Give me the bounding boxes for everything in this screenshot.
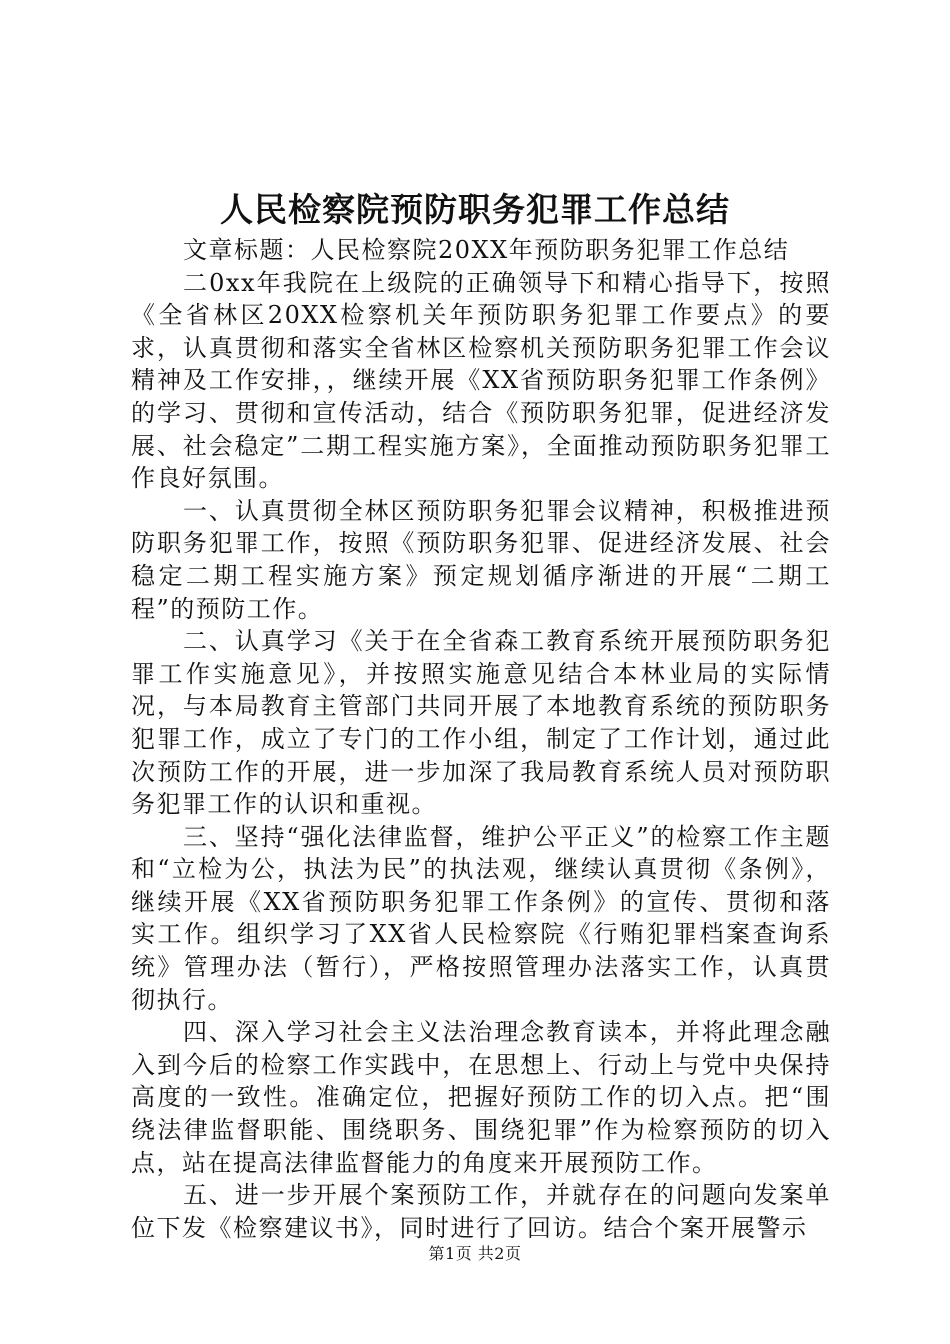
document-title: 人民检察院预防职务犯罪工作总结 [220, 190, 730, 229]
section-5-paragraph: 五、进一步开展个案预防工作，并就存在的问题向发案单位下发《检察建议书》，同时进行了回访。结合个案开展警示 [131, 1181, 831, 1242]
article-title-line: 文章标题：人民检察院20XX年预防职务犯罪工作总结 [183, 236, 790, 264]
section-1-paragraph: 一、认真贯彻全林区预防职务犯罪会议精神，积极推进预防职务犯罪工作，按照《预防职务犯罪、促进经济发展、社会稳定二期工程实施方案》预定规划循序渐进的开展“二期工程”的预防工作。 [131, 496, 831, 623]
page-number-footer: 第1页 共2页 [428, 1244, 522, 1263]
intro-paragraph: 二0xx年我院在上级院的正确领导下和精心指导下，按照《全省林区20XX检察机关年预防职务犯罪工作要点》的要求，认真贯彻和落实全省林区检察机关预防职务犯罪工作会议精神及工作安排，，继续开展《XX省预防职务犯罪工作条例》的学习、贯彻和宣传活动，结合《预防职务犯罪，促进经济发展、社会稳定”二期工程实施方案》，全面推动预防职务犯罪工作良好氛围。 [131, 268, 831, 493]
section-4-paragraph: 四、深入学习社会主义法治理念教育读本，并将此理念融入到今后的检察工作实践中，在思想上、行动上与党中央保持高度的一致性。准确定位，把握好预防工作的切入点。把“围绕法律监督职能、围绕职务、围绕犯罪”作为检察预防的切入点，站在提高法律监督能力的角度来开展预防工作。 [131, 1018, 831, 1177]
section-3-paragraph: 三、坚持“强化法律监督，维护公平正义”的检察工作主题和“立检为公，执法为民”的执法观，继续认真贯彻《条例》，继续开展《XX省预防职务犯罪工作条例》的宣传、贯彻和落实工作。组织学习了XX省人民检察院《行贿犯罪档案查询系统》管理办法（暂行），严格按照管理办法落实工作，认真贯彻执行。 [131, 822, 831, 1014]
section-2-paragraph: 二、认真学习《关于在全省森工教育系统开展预防职务犯罪工作实施意见》，并按照实施意见结合本林业局的实际情况，与本局教育主管部门共同开展了本地教育系统的预防职务犯罪工作，成立了专门的工作小组，制定了工作计划，通过此次预防工作的开展，进一步加深了我局教育系统人员对预防职务犯罪工作的认识和重视。 [131, 627, 831, 819]
document-body [131, 234, 831, 1244]
